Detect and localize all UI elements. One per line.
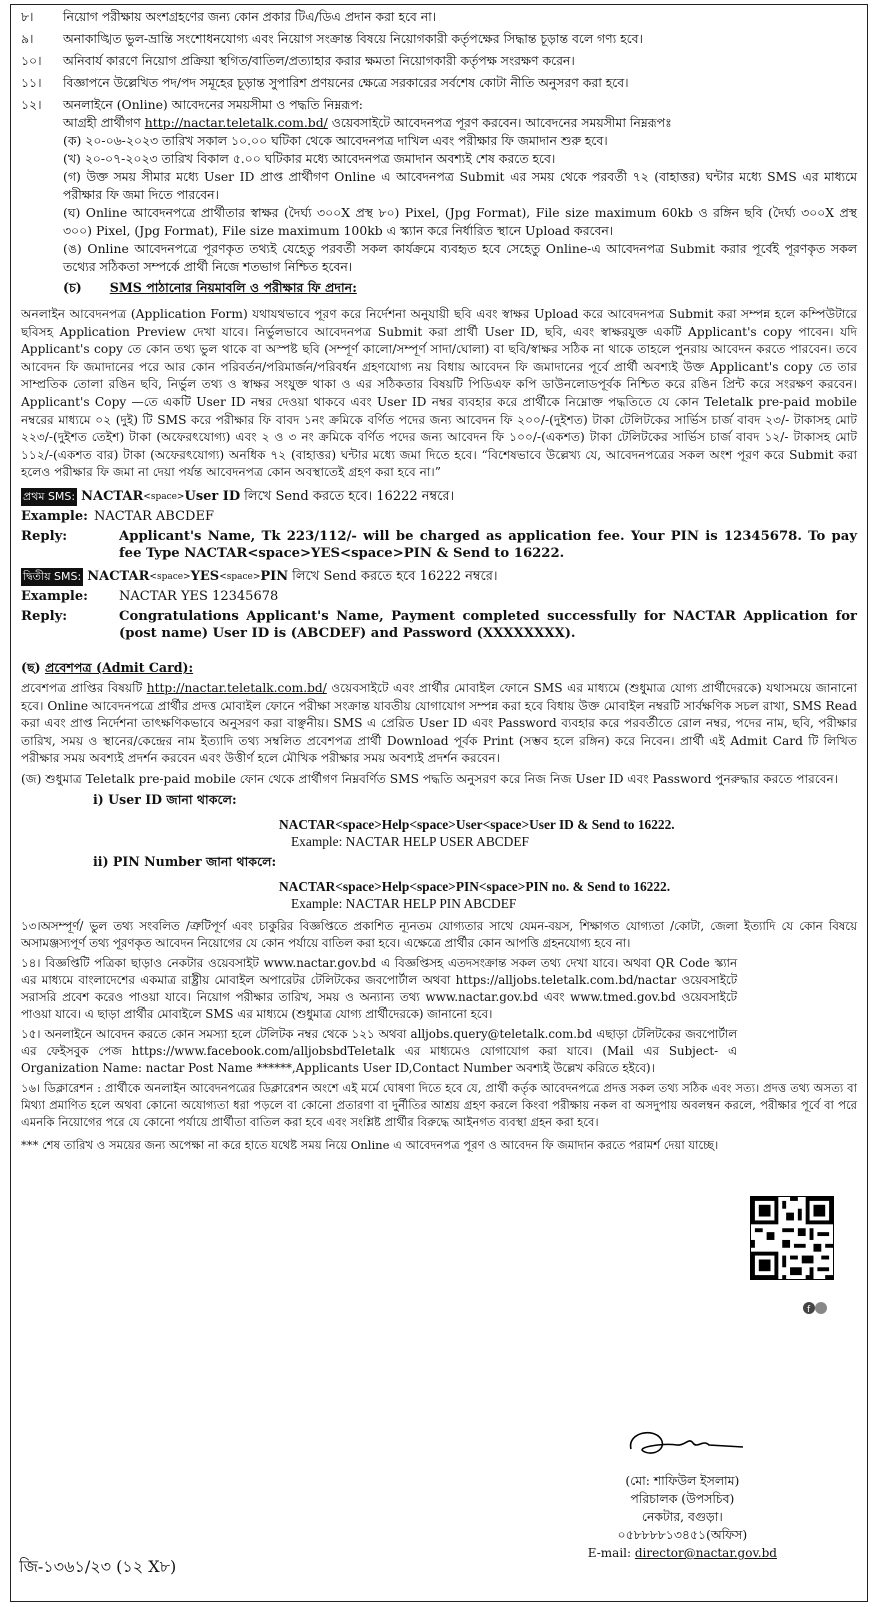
sub-ka: (ক) ২০-০৬-২০২৩ তারিখ সকাল ১০.০০ ঘটিকা থেকে আবেদনপত্র দাখিল এবং পরীক্ষার ফি জমাদান শুরু হবে। <box>63 133 608 148</box>
signature-block <box>588 1472 777 1562</box>
publication-code: জি-১৩৬১/২৩ (১২ X৮) <box>19 1557 177 1576</box>
item-12-heading: অনলাইনে (Online) আবেদনের সময়সীমা ও পদ্ধতি নিম্নরূপ: <box>63 97 363 112</box>
admit-heading: (ছ) প্রবেশপত্র (Admit Card): <box>21 659 194 675</box>
teletalk-link[interactable]: http://nactar.teletalk.com.bd/ <box>144 115 328 130</box>
list-item: ১০। অনিবার্য কারণে নিয়োগ প্রক্রিয়া স্থগিত/বাতিল/প্রত্যাহার করার ক্ষমতা নিয়োগকারী কর্তৃপক্ষ সংরক্ষণ করেন। <box>21 53 575 68</box>
notice-page <box>10 4 868 1602</box>
first-sms-example: Example: NACTAR ABCDEF <box>21 508 214 524</box>
pin-command: NACTAR<space>Help<space>PIN<space>PIN no. & Send to 16222. <box>279 878 671 894</box>
list-item: ৯। অনাকাঙ্খিত ভুল-ভ্রান্তি সংশোধনযোগ্য এবং নিয়োগ সংক্রান্ত বিষয়ে নিয়োগকারী কর্তৃপক্ষের সিদ্ধান্ত চূড়ান্ত বলে গণ্য হবে। <box>21 31 643 46</box>
sub-gha: (ঘ) Online আবেদনপত্রে প্রার্থীতার স্বাক্ষর (দৈর্ঘ্য ৩০০X প্রস্থ ৮০) Pixel, (Jpg Format), File size maximum 60kb ও রঙ্গিন ছবি (দৈর্ঘ্য ৩০০X প্রস্থ ৩০০) Pixel, (Jpg Format), File size maximum 100kb এ স্ক্যান করে নির্ধারিত স্থানে Upload করবেন। <box>63 205 857 238</box>
user-id-command: NACTAR<space>Help<space>User<space>User ID & Send to 16222. <box>279 816 675 832</box>
social-icons <box>802 1300 828 1316</box>
pin-example: Example: NACTAR HELP PIN ABCDEF <box>291 895 517 911</box>
signatory-designation: পরিচালক (উপসচিব) <box>630 1491 735 1506</box>
item-14: ১৪। বিজ্ঞপ্তিটি পত্রিকা ছাড়াও নেকটার ওয়েবসাইট www.nactar.gov.bd এ বিজ্ঞপ্তিসহ এতদসংক্রান্ত সকল তথ্য দেখা যাবে। অথবা QR Code স্ক্যান এর মাধ্যমে বাংলাদেশের একমাত্র রাষ্ট্রীয় মোবাইল অপারেটর টেলিটকের জবপোর্টাল অথবা https://alljobs.teletalk.com.bd/nactar ওয়েবসাইটে সরাসরি প্রবেশ করেও পাওয়া যাবে। নিয়োগ পরীক্ষার তারিখ, সময় ও অন্যান্য তথ্য www.nactar.gov.bd এবং www.tmed.gov.bd ওয়েবসাইটে পাওয়া যাবে। এ ছাড়া প্রার্থীর মোবাইলে SMS এর মাধ্যমে (শুধুমাত্র যোগ্য প্রার্থীদেরকে) জানানো হবে। <box>21 955 737 1021</box>
item-13: ১৩।অসম্পূর্ণ/ ভুল তথ্য সংবলিত /ত্রুটিপূর্ণ এবং চাকুরির বিজ্ঞপ্তিতে প্রকাশিত ন্যূনতম যোগ্যতার সাথে যেমন-বয়স, শিক্ষাগত যোগ্যতা /কোটা, জেলা ইত্যাদি যে কোন বিষয়ে অসামঞ্জস্যপূর্ণ তথ্য পূরণকৃত আবেদন নিয়োগের যে কোন পর্যায়ে বাতিল করা হবে। এক্ষেত্রে প্রার্থীর কোন আপত্তি গ্রহনযোগ্য হবে না। <box>21 918 857 950</box>
sub-ga: (গ) উক্ত সময় সীমার মধ্যে User ID প্রাপ্ত প্রার্থীগণ Online এ আবেদনপত্র Submit এর সময় থেকে পরবর্তী ৭২ (বাহাত্তর) ঘন্টার মধ্যে SMS এর মাধ্যমে পরীক্ষার ফি জমা দিতে পারবেন। <box>63 169 857 202</box>
second-sms: দ্বিতীয় SMS: NACTAR <space> YES <space> PIN লিখে Send করতে হবে 16222 নম্বরে। <box>23 568 498 584</box>
signatory-name: (মো: শাফিউল ইসলাম) <box>625 1473 740 1488</box>
signatory-phone: ০৫৮৮৮৮১৩৪৫১(অফিস) <box>617 1527 748 1542</box>
sms-section-heading: (চ) SMS পাঠানোর নিয়মাবলি ও পরীক্ষার ফি প্রদান: <box>63 280 357 295</box>
sub-kha: (খ) ২০-০৭-২০২৩ তারিখ বিকাল ৫.০০ ঘটিকার মধ্যে আবেদনপত্র জমাদান অবশ্যই শেষ করতে হবে। <box>63 151 556 166</box>
second-sms-example: Example: NACTAR YES 12345678 <box>21 588 279 604</box>
second-sms-reply: Reply: Congratulations Applicant's Name, Payment completed successfully for NACTAR Application for (post name) User ID is (ABCDEF) and Password (XXXXXXXX). <box>21 608 857 641</box>
user-id-example: Example: NACTAR HELP USER ABCDEF <box>291 833 529 849</box>
first-sms-reply: Reply: Applicant's Name, Tk 223/112/- will be charged as application fee. Your PIN is 12345678. To pay fee Type NACTAR<space>YES<space>PIN & Send to 16222. <box>21 528 857 561</box>
qr-code-icon <box>750 1196 834 1280</box>
teletalk-link[interactable]: http://nactar.teletalk.com.bd/ <box>146 680 327 695</box>
signatory-office: নেকটার, বগুড়া। <box>641 1509 723 1524</box>
email-link[interactable]: director@nactar.gov.bd <box>634 1546 777 1560</box>
item-16: ১৬। ডিক্লারেশন : প্রার্থীকে অনলাইন আবেদনপত্রের ডিক্লারেশন অংশে এই মর্মে ঘোষণা দিতে হবে যে, প্রার্থী কর্তৃক আবেদনপত্রে প্রদত্ত সকল তথ্য সঠিক এবং সত্য। প্রদত্ত তথ্য অসত্য বা মিথ্যা প্রমাণিত হলে অথবা কোনো অযোগ্যতা ধরা পড়লে বা কোনো প্রতারণা বা দুর্নীতির আশ্রয় গ্রহণ করলে কিংবা পরীক্ষায় নকল বা অসদুপায় অবলম্বন করলে, পরীক্ষার পূর্বে বা পরে এমনকি নিয়োগের পরে যে কোনো পর্যায়ে প্রার্থীতা বাতিল করা হবে এবং সংশ্লিষ্ট প্রার্থীর বিরুদ্ধে আইনগত ব্যবস্থা গ্রহন করা হবে। <box>21 1080 857 1129</box>
items-top <box>21 8 857 92</box>
advice-note: *** শেষ তারিখ ও সময়ের জন্য অপেক্ষা না করে হাতে যথেষ্ট সময় নিয়ে Online এ আবেদনপত্র পূরণ ও আবেদন ফি জমাদান করতে পরামর্শ দেয়া যাচ্ছে। <box>21 1137 719 1152</box>
svg-text:f: f <box>807 1305 811 1315</box>
item-12: ১২। অনলাইনে (Online) আবেদনের সময়সীমা ও পদ্ধতি নিম্নরূপ: আগ্রহী প্রার্থীগণ http://nactar.teletalk.com.bd/ ওয়েবসাইটে আবেদনপত্র পূরণ করবেন। আবেদনের সময়সীমা নিম্নরূপঃ (ক) ২০-০৬-২০২৩ তারিখ সকাল ১০.০০ ঘটিকা থেকে আবেদনপত্র দাখিল এবং পরীক্ষার ফি জমাদান শুরু হবে। (খ) ২০-০৭-২০২৩ তারিখ বিকাল ৫.০০ ঘটিকার মধ্যে আবেদনপত্র জমাদান অবশ্যই শেষ করতে হবে। (গ) উক্ত সময় সীমার মধ্যে User ID প্রাপ্ত প্রার্থীগণ Online এ আবেদনপত্র Submit এর সময় থেকে পরবর্তী ৭২ (বাহাত্তর) ঘন্টার মধ্যে SMS এর মাধ্যমে পরীক্ষার ফি জমা দিতে পারবেন। (ঘ) Online আবেদনপত্রে প্রার্থীতার স্বাক্ষর (দৈর্ঘ্য ৩০০X প্রস্থ ৮০) Pixel, (Jpg Format), File size maximum 60kb ও রঙ্গিন ছবি (দৈর্ঘ্য ৩০০X প্রস্থ ৩০০) Pixel, (Jpg Format), File size maximum 100kb এ স্ক্যান করে নির্ধারিত স্থানে Upload করবেন। (ঙ) Online আবেদনপত্রে পূরণকৃত তথ্যই যেহেতু পরবর্তী সকল কার্যক্রমে ব্যবহৃত হবে সেহেতু Online-এ আবেদনপত্র Submit করার পূর্বেই পূরণকৃত সকল তথ্যের সঠিকতা সম্পর্কে প্রার্থী নিজে শতভাগ নিশ্চিত হবেন। <box>21 97 857 274</box>
password-recovery: (জ) শুধুমাত্র Teletalk pre-paid mobile ফোন থেকে প্রার্থীগণ নিম্নবর্ণিত SMS পদ্ধতি অনুসরণ করে নিজ নিজ User ID এবং Password পুনরুদ্ধার করতে পারবেন। <box>21 771 839 786</box>
first-sms: প্রথম SMS: NACTAR <space> User ID লিখে Send করতে হবে। 16222 নম্বরে। <box>23 488 455 504</box>
second-sms-tag: দ্বিতীয় SMS: <box>21 568 83 586</box>
item-15: ১৫। অনলাইনে আবেদন করতে কোন সমস্যা হলে টেলিটক নম্বর থেকে ১২১ অথবা alljobs.query@teletalk.com.bd এছাড়া টেলিটকের জবপোর্টাল এর ফেইসবুক পেজ https://www.facebook.com/alljobsbdTeletalk এর মাধ্যমেও যোগাযোগ করা যাবে। (Mail এর Subject- এ Organization Name: nactar Post Name ******,Applicants User ID,Contact Number অবশ্যই উল্লেখ করিতে হইবে)। <box>21 1026 737 1075</box>
user-id-label: i) User ID জানা থাকলে: <box>93 791 237 807</box>
sms-section-body: অনলাইন আবেদনপত্র (Application Form) যথাযথভাবে পূরণ করে নির্দেশনা অনুযায়ী ছবি এবং স্বাক্ষর Upload করে আবেদনপত্র Submit করা সম্পন্ন হলে কম্পিউটারে ছবিসহ Application Preview দেখা যাবে। নির্ভুলভাবে আবেদনপত্র Submit করা প্রার্থী User ID, ছবি, এবং স্বাক্ষরযুক্ত একটি Applicant's copy পাবেন। যদি Applicant's copy তে কোন তথ্য ভুল থাকে বা অস্পষ্ট ছবি (সম্পূর্ণ কালো/সম্পূর্ণ সাদা/ঘোলা) বা ছবি/স্বাক্ষর সঠিক না থাকে তাহলে পুনরায় আবেদন করতে পারবেন। তবে আবেদন ফি জমাদানের পরে আর কোন পরিবর্তন/পরিমার্জন/পরিবর্ধন গ্রহণযোগ্য নয় বিধায় আবেদন ফি জমাদানের পূর্বে প্রার্থী অবশ্যই উক্ত Applicant's copy তে তার সাম্প্রতিক তোলা রঙিন ছবি, নির্ভুল তথ্য ও স্বাক্ষর সংযুক্ত থাকা ও এর সঠিকতার বিষয়টি পিডিএফ কপি ডাউনলোডপূর্বক নিশ্চিত করে রঙিন প্রিন্ট করে সংরক্ষণ করবেন। Applicant's Copy —তে একটি User ID নম্বর দেওয়া থাকবে এবং User ID নম্বর ব্যবহার করে প্রার্থীকে নিম্নোক্ত পদ্ধতিতে যে কোন Teletalk pre-paid mobile নম্বরের মাধ্যমে ০২ (দুই) টি SMS করে পরীক্ষার ফি বাবদ ১নং ক্রমিকে বর্ণিত পদের জন্য আবেদন ফি ২০০/-(দুইশত) টাকা টেলিটকের সার্ভিস চার্জ বাবদ ২৩/- টাকাসহ মোট ২২৩/-(দুইশত তেইশ) টাকা (অফেরৎযোগ্য) এবং ২ ও ৩ নং ক্রমিকে বর্ণিত পদের জন্য আবেদন ফি ১০০/-(একশত) টাকা টেলিটকের সার্ভিস চার্জ বাবদ ১২/- টাকাসহ মোট ১১২/-(একশত বার) টাকা (অফেরৎযোগ্য) অনধিক ৭২ (বাহাত্তর) ঘন্টার মধ্যে জমা দিতে হবে। “বিশেষভাবে উল্লেখ্য যে, আবেদনপত্রের সকল অংশ পূরণ করে Submit করা হলেও পরীক্ষার ফি জমা না দেয়া পর্যন্ত আবেদনপত্র কোন অবস্থাতেই গ্রহণ করা হবে না।” <box>21 307 857 480</box>
admit-body: প্রবেশপত্র প্রাপ্তির বিষয়টি http://nactar.teletalk.com.bd/ ওয়েবসাইটে এবং প্রার্থীর মোবাইল ফোনে SMS এর মাধ্যমে (শুধুমাত্র যোগ্য প্রার্থীদেরকে) যথাসময়ে জানানো হবে। Online আবেদনপত্রে প্রার্থীর প্রদত্ত মোবাইল ফোনে পরীক্ষা সংক্রান্ত যাবতীয় যোগাযোগ সম্পন্ন করা হবে বিধায় উক্ত মোবাইল নম্বরটি সার্বক্ষণিক সচল রাখা, SMS Read করা এবং প্রাপ্ত নির্দেশনা তাৎক্ষণিকভাবে অনুসরণ করা বাঞ্ছনীয়। SMS এ প্রেরিত User ID এবং Password ব্যবহার করে পরবর্তীতে রোল নম্বর, পদের নাম, ছবি, পরীক্ষার তারিখ, সময় ও স্থানের/কেন্দ্রের নাম ইত্যাদি তথ্য সম্বলিত প্রবেশপত্র প্রার্থী Download পূর্বক Print (সম্ভব হলে রঙ্গিন) করে নিবেন। প্রার্থী এই Admit Card টি লিখিত পরীক্ষার সময় অবশ্যই প্রদর্শন করবেন এবং উত্তীর্ণ হলে মৌখিক পরীক্ষার সময় অবশ্যই প্রদর্শন করবেন। <box>21 680 858 766</box>
sub-uo: (ঙ) Online আবেদনপত্রে পূরণকৃত তথ্যই যেহেতু পরবর্তী সকল কার্যক্রমে ব্যবহৃত হবে সেহেতু Online-এ আবেদনপত্র Submit করার পূর্বেই পূরণকৃত সকল তথ্যের সঠিকতা সম্পর্কে প্রার্থী নিজে শতভাগ নিশ্চিত হবেন। <box>63 241 857 274</box>
pin-label: ii) PIN Number জানা থাকলে: <box>93 853 277 869</box>
first-sms-tag: প্রথম SMS: <box>21 488 77 506</box>
list-item: ৮। নিয়োগ পরীক্ষায় অংশগ্রহণের জন্য কোন প্রকার টিএ/ডিএ প্রদান করা হবে না। <box>21 9 437 24</box>
signature-icon <box>623 1423 753 1463</box>
signatory-email: E-mail: director@nactar.gov.bd <box>587 1546 777 1560</box>
list-item: ১১। বিজ্ঞাপনে উল্লেখিত পদ/পদ সমূহের চূড়ান্ত সুপারিশ প্রণয়নের ক্ষেত্রে সরকারের সর্বশেষ কোটা নীতি অনুসরণ করা হবে। <box>21 75 629 90</box>
apply-instruction: আগ্রহী প্রার্থীগণ http://nactar.teletalk.com.bd/ ওয়েবসাইটে আবেদনপত্র পূরণ করবেন। আবেদনের সময়সীমা নিম্নরূপঃ <box>63 115 672 130</box>
